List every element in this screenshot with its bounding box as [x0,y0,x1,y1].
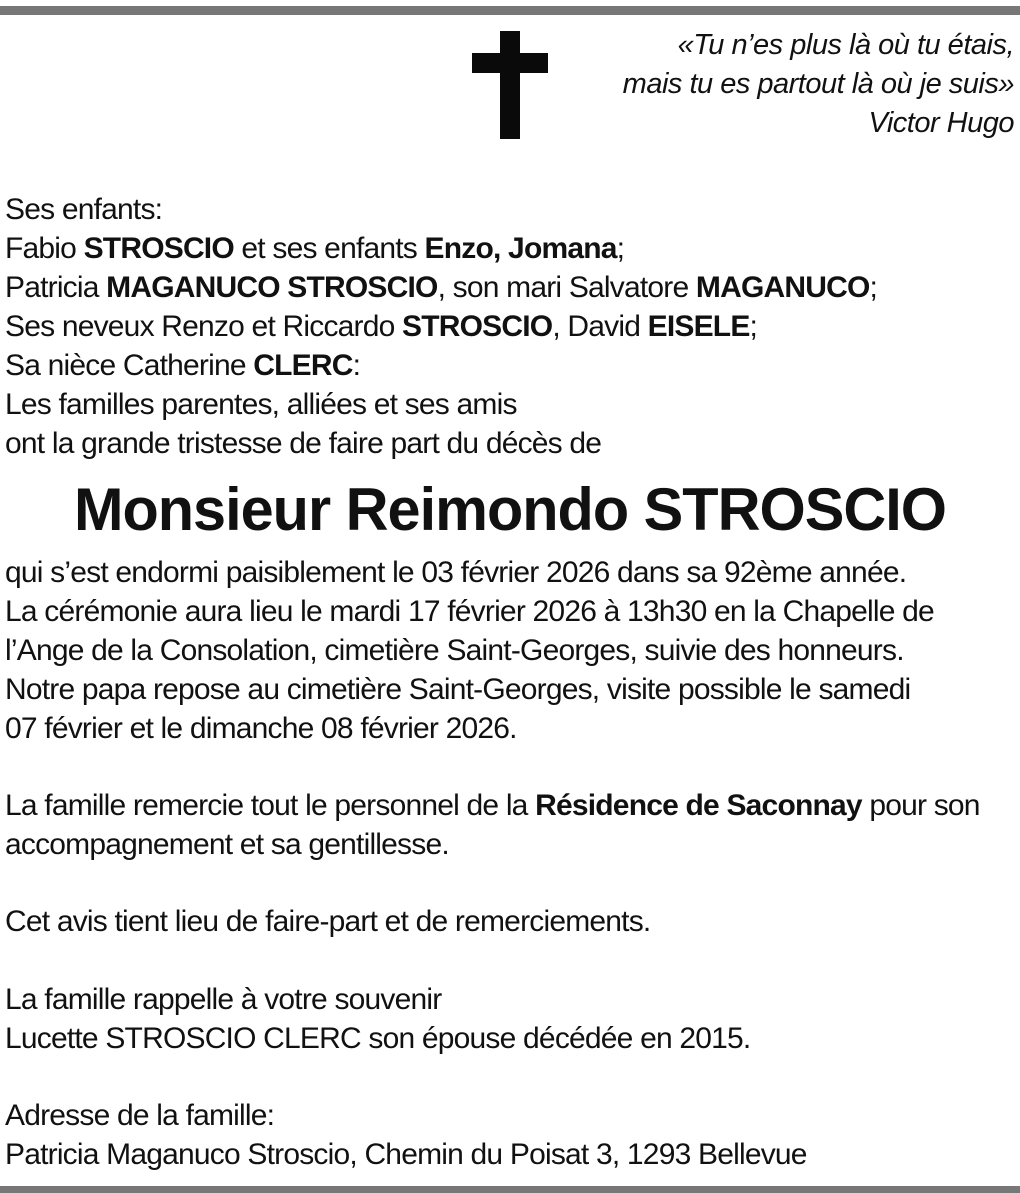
memory-line-1: La famille rappelle à votre souvenir [5,983,442,1016]
quote-line-2: mais tu es partout là où je suis» [622,68,1014,100]
details-line-2: La cérémonie aura lieu le mardi 17 février 2026 à 13h30 en la Chapelle de [5,595,934,628]
family-line-neveux: Ses neveux Renzo et Riccardo STROSCIO, David EISELE; [5,310,758,343]
quote-line-1: «Tu n’es plus là où tu étais, [677,29,1014,61]
thanks-line-1: La famille remercie tout le personnel de la Résidence de Saconnay pour son [5,789,980,822]
address-heading: Adresse de la famille: [5,1099,275,1132]
bottom-rule [0,1186,1020,1193]
family-block [5,190,877,463]
family-line-niece: Sa nièce Catherine CLERC: [5,349,361,382]
address-block [5,1096,807,1174]
notice-text: Cet avis tient lieu de faire-part et de remerciements. [5,905,651,938]
family-line-patricia: Patricia MAGANUCO STROSCIO, son mari Salvatore MAGANUCO; [5,271,878,304]
details-line-3: l’Ange de la Consolation, cimetière Saint-Georges, suivie des honneurs. [5,634,904,667]
thanks-line-2: accompagnement et sa gentillesse. [5,828,449,861]
family-heading: Ses enfants: [5,193,163,226]
details-line-4: Notre papa repose au cimetière Saint-Georges, visite possible le samedi [5,673,911,706]
top-rule [0,6,1020,15]
memory-block [5,980,750,1058]
details-line-1: qui s’est endormi paisiblement le 03 février 2026 dans sa 92ème année. [5,556,907,589]
quote-author: Victor Hugo [868,107,1014,139]
address-line: Patricia Maganuco Stroscio, Chemin du Poisat 3, 1293 Bellevue [5,1138,807,1171]
family-line-tristesse: ont la grande tristesse de faire part du décès de [5,427,602,460]
details-line-5: 07 février et le dimanche 08 février 2026. [5,712,517,745]
deceased-name: Monsieur Reimondo STROSCIO [73,476,947,543]
family-line-fabio: Fabio STROSCIO et ses enfants Enzo, Jomana; [5,232,625,265]
family-line-familles: Les familles parentes, alliées et ses amis [5,388,517,421]
thanks-block [5,786,980,864]
details-block [5,553,934,748]
epigraph-quote [494,26,1014,143]
memory-line-2: Lucette STROSCIO CLERC son épouse décédée en 2015. [5,1022,751,1055]
